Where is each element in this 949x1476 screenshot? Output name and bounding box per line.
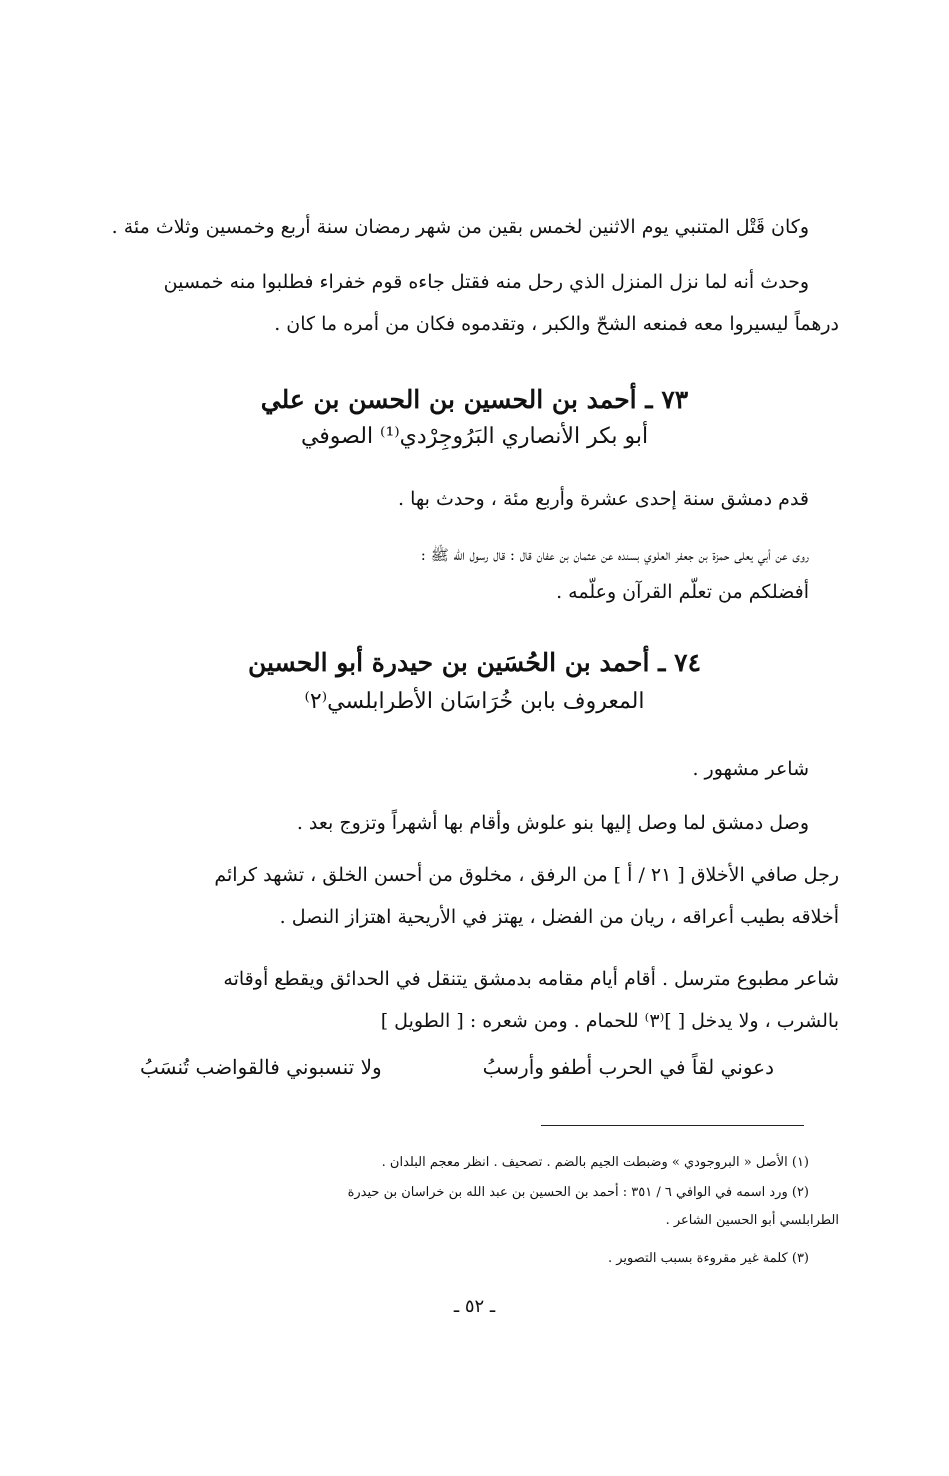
entry-74-line-2: وصل دمشق لما وصل إليها بنو علوش وأقام بها أشهراً وتزوج بعد . <box>296 812 809 834</box>
entry-74-line-6: بالشرب ، ولا يدخل [ ]⁽٣⁾ للحمام . ومن شعره : [ الطويل ] <box>380 1010 839 1032</box>
footnote-separator <box>541 1125 804 1126</box>
entry-73-line-2: روى عن أبي يعلى حمزة بن جعفر العلوي بسنده عن عثمان بن عفان قال : قال رسول الله ﷺ : <box>420 546 809 564</box>
footnote-2-line-1: (٢) ورد اسمه في الوافي ٦ / ٣٥١ : أحمد بن الحسين بن عبد الله بن خراسان بن حيدرة <box>347 1185 809 1200</box>
entry-73-line-3: أفضلكم من تعلّم القرآن وعلّمه . <box>556 581 809 603</box>
footnote-2-line-2: الطرابلسي أبو الحسين الشاعر . <box>665 1213 839 1228</box>
entry-74-title: ٧٤ ـ أحمد بن الحُسَين بن حيدرة أبو الحسين <box>247 648 702 677</box>
entry-74-line-3: رجل صافي الأخلاق [ ٢١ / أ ] من الرفق ، مخلوق من أحسن الخلق ، تشهد كرائم <box>214 864 839 886</box>
entry-74-line-5: شاعر مطبوع مترسل . أقام أيام مقامه بدمشق يتنقل في الحدائق ويقطع أوقاته <box>223 968 839 990</box>
entry-74-line-4: أخلاقه بطيب أعراقه ، ريان من الفضل ، يهتز في الأريحية اهتزاز النصل . <box>279 906 839 928</box>
page-number: ـ ٥٢ ـ <box>453 1296 496 1317</box>
paragraph-escort-line-2: درهماً ليسيروا معه فمنعه الشحّ والكبر ، وتقدموه فكان من أمره ما كان . <box>274 313 839 335</box>
footnote-3: (٣) كلمة غير مقروءة بسبب التصوير . <box>607 1251 809 1266</box>
footnote-1: (١) الأصل « البروجودي » وضبطت الجيم بالضم . تصحيف . انظر معجم البلدان . <box>381 1155 809 1170</box>
verse-first-hemistich: دعوني لقاً في الحرب أطفو وأرسبُ <box>482 1055 774 1079</box>
entry-74-line-1: شاعر مشهور . <box>692 758 809 780</box>
entry-73-title: ٧٣ ـ أحمد بن الحسين بن الحسن بن علي <box>260 385 689 414</box>
entry-73-subtitle: أبو بكر الأنصاري البَرُوجِرْدي⁽¹⁾ الصوفي <box>300 424 649 449</box>
paragraph-escort-line-1: وحدث أنه لما نزل المنزل الذي رحل منه فقتل جاءه قوم خفراء فطلبوا منه خمسين <box>163 271 809 293</box>
verse-second-hemistich: ولا تنسبوني فالقواضب تُنسَبُ <box>140 1055 382 1079</box>
entry-74-subtitle: المعروف بابن خُرَاسَان الأطرابلسي⁽٢⁾ <box>304 689 645 714</box>
paragraph-mutanabbi-death: وكان قَتْل المتنبي يوم الاثنين لخمس بقين من شهر رمضان سنة أربع وخمسين وثلاث مئة . <box>111 216 809 238</box>
poem-verse <box>140 1050 774 1084</box>
entry-73-line-1: قدم دمشق سنة إحدى عشرة وأربع مئة ، وحدث بها . <box>398 488 809 510</box>
